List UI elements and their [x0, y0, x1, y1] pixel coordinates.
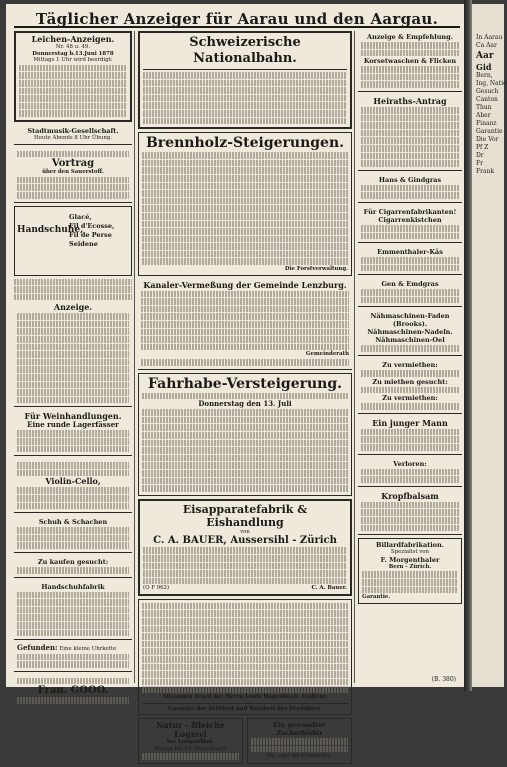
kaufen-title: Zu kaufen gesucht: [37, 557, 109, 566]
eisapparate-firm: C. A. BAUER, Aussersihl - Zürich [153, 535, 337, 547]
kanal-title: Kanaler-Vermeßung der Gemeinde Lenzburg. [143, 279, 347, 290]
adjacent-line: Die Vor [476, 136, 499, 143]
zuckerboden-ad [247, 718, 352, 764]
schuh-ad [14, 516, 132, 553]
anzeige-ad [14, 301, 132, 407]
adjacent-line: In Aarau [476, 34, 503, 41]
eisapparate-ad [138, 499, 352, 596]
verloren-title: Verloren: [393, 459, 427, 468]
naehmaschinen-ad [358, 310, 462, 356]
page-gutter [464, 0, 472, 691]
adjacent-line: Pf Z [476, 144, 489, 151]
leichen-number: Nr. 48 u. 49. [55, 44, 91, 50]
page-number: (B. 380) [431, 676, 456, 683]
heu-gindgras-ad [358, 174, 462, 203]
fabrikanten-ad [358, 206, 462, 243]
column-right [358, 31, 462, 607]
handschuhe-ad [14, 206, 132, 276]
column-left [14, 31, 132, 710]
billard-spec: Spezialist von [391, 549, 429, 556]
fahrhabe-ad [138, 373, 352, 496]
adjacent-line: Finanz [476, 120, 497, 127]
verloren-ad [358, 458, 462, 487]
handschuhe-types [69, 213, 114, 249]
kropfbalsam-ad [358, 490, 462, 535]
handschuhe-type: Fil de Perse [69, 230, 112, 239]
natur-bleiche-line: Ablage bei Fr. Hagenbuch, [153, 745, 228, 752]
adjacent-page-edge [472, 4, 507, 687]
adjacent-line: Gesuch [476, 88, 499, 95]
vermiethen-ad [358, 359, 462, 414]
column-rule [354, 31, 355, 683]
emdgras-ad [358, 278, 462, 307]
weinhandlungen-ad [14, 410, 132, 456]
billard-title: Billardfabrikation. [375, 541, 445, 550]
junger-mann-title: Ein junger Mann [372, 417, 448, 428]
adjacent-line: Dr [476, 152, 484, 159]
leichen-date: Donnerstag b.13.Juni 1878 [32, 50, 114, 57]
anzeige-empfehlung-title: Anzeige & Empfehlung. [367, 33, 453, 41]
leichen-time: Mittags 1 Uhr wird beerdigt: [33, 57, 113, 64]
fabrikanten-title: Für Cigarrenfabrikanten! [363, 207, 457, 216]
weinhandlungen-title: Für Weinhandlungen. [24, 411, 122, 422]
hagenbuch-ad [138, 599, 352, 715]
billard-name: F. Morgenthaler [380, 555, 440, 564]
emmenthaler-ad [358, 246, 462, 275]
violin-ad [14, 459, 132, 513]
adjacent-line: Fr [476, 160, 484, 167]
adjacent-line: Gid [476, 62, 492, 72]
eisapparate-signature: C. A. Bauer. [311, 585, 347, 592]
stadtmusik-title: Stadtmusik-Gesellschaft. [27, 126, 119, 135]
adjacent-line: Aber [476, 112, 491, 119]
natur-bleiche-ad [138, 718, 243, 764]
eisapparate-ref: (O F 962) [143, 585, 170, 592]
adjacent-line: Canton [476, 96, 498, 103]
emmenthaler-title: Emmenthaler-Käs [377, 248, 443, 257]
billard-city: Bern - Zürich. [388, 563, 432, 570]
zuckerboden-line: Wo, sagt die Expedition. [266, 753, 333, 760]
adjacent-line: Aar [476, 51, 494, 61]
heiraths-ad [358, 95, 462, 171]
stadtmusik-ad [14, 125, 132, 145]
leichen-title: Leichen-Anzeigen. [31, 34, 115, 44]
brennholz-signature: Die Forstverwaltung. [284, 266, 348, 273]
adjacent-line: Ing, Natio [476, 80, 507, 87]
gefunden-subtitle: Eine kleine Uhrkette [59, 646, 117, 653]
gefunden-ad [14, 643, 132, 672]
fran-ad [14, 675, 132, 707]
kropfbalsam-title: Kropfbalsam [381, 490, 439, 501]
brennholz-title: Brennholz-Steigerungen. [145, 135, 345, 152]
handschuhe-type: Glacé, [69, 212, 92, 221]
vortrag-title: Vortrag [51, 158, 95, 170]
adjacent-line: Bern, [476, 72, 493, 79]
garantie-line: Garantie der Ächtheit und Reinheit des Produktes. [168, 705, 322, 712]
junger-mann-ad [358, 417, 462, 455]
naehmaschinen-title: Nähmaschinen-Faden (Brooks). [370, 312, 450, 329]
adjacent-line: Thun [476, 104, 492, 111]
korsetwaschen-title: Korsetwaschen & Flicken [363, 57, 457, 66]
column-middle [138, 31, 352, 767]
nationalbahn-ad [138, 31, 352, 129]
natur-bleiche-title: Natur - Bleiche Logmyl [156, 720, 225, 740]
vermiethen-title: Zu vermiethen: [382, 361, 438, 370]
handschuhe-type: Seidene [69, 239, 98, 248]
hagenbuch-line: Alleiniges Dépôt bei Herrn Louis Hagenbuch, Coiffeur. [162, 694, 328, 700]
anzeige-title: Anzeige. [53, 302, 93, 313]
billard-ad [358, 538, 462, 604]
handschuhfabrik-ad [14, 581, 132, 641]
kanal-ad [138, 279, 352, 370]
vortrag-ad [14, 148, 132, 203]
column-rule [134, 31, 135, 683]
fahrhabe-title: Fahrhabe-Versteigerung. [147, 375, 343, 392]
heiraths-title: Heiraths-Antrag [373, 95, 447, 106]
nationalbahn-title: Schweizerische Nationalbahn. [189, 35, 301, 66]
vortrag-subtitle: über den Sauerstoff. [42, 169, 104, 176]
cigarrenkistchen-title: Cigarrenkistchen [378, 215, 442, 224]
kanal-signature: Gemeinderath [305, 351, 349, 358]
masthead: Täglicher Anzeiger für Aarau und den Aargau. [14, 10, 460, 28]
emdgras-title: Gen & Emdgras [381, 280, 439, 289]
violin-title: Violin-Cello, [45, 476, 101, 487]
adjacent-line: Frank [476, 168, 495, 175]
newspaper-page [6, 4, 464, 760]
handschuhe-type: Fil d'Ecosse, [69, 221, 115, 230]
vermiethen2-title: Zu vermiethen: [382, 394, 438, 403]
fran-title: Fran. GOOO. [37, 685, 109, 697]
leichen-anzeigen-ad [14, 31, 132, 122]
eisapparate-title: Eisapparatefabrik & Eishandlung [182, 502, 308, 529]
billard-garantie: Garantie. [362, 594, 391, 601]
brennholz-ad [138, 132, 352, 276]
anzeige-empfehlung-ad [358, 31, 462, 92]
kaufen-ad [14, 556, 132, 578]
lagerfaesser-line: Eine runde Lagerfässer [27, 420, 119, 430]
stadtmusik-line: Heute Abends 8 Uhr Übung. [34, 134, 112, 141]
fahrhabe-date: Donnerstag den 13. Juli [198, 399, 292, 409]
adjacent-line: Garantie [476, 128, 503, 135]
naehmaschinen-oel: Nähmaschinen-Oel [375, 336, 445, 345]
schuh-title: Schuh & Schachen [38, 518, 108, 527]
heu-gindgras-title: Hans & Gindgras [378, 175, 442, 184]
miethen-title: Zu miethen gesucht: [372, 377, 448, 386]
eisapparate-von: von [240, 528, 250, 535]
natur-bleiche-subtitle: bei Langenthal. [166, 739, 215, 746]
zuckerboden-title: Ein gewandter Zuckerböder [273, 721, 326, 738]
naehmaschinen-subtitle: Nähmaschinen-Nadeln. [367, 328, 453, 337]
handschuhfabrik-title: Handschuhfabrik [41, 582, 105, 591]
gefunden-title: Gefunden: [17, 643, 58, 653]
adjacent-line: Ca Aar [476, 42, 497, 49]
bottom-ads-row [138, 718, 352, 767]
handschuhe-title: Handschuhe, [17, 224, 84, 235]
